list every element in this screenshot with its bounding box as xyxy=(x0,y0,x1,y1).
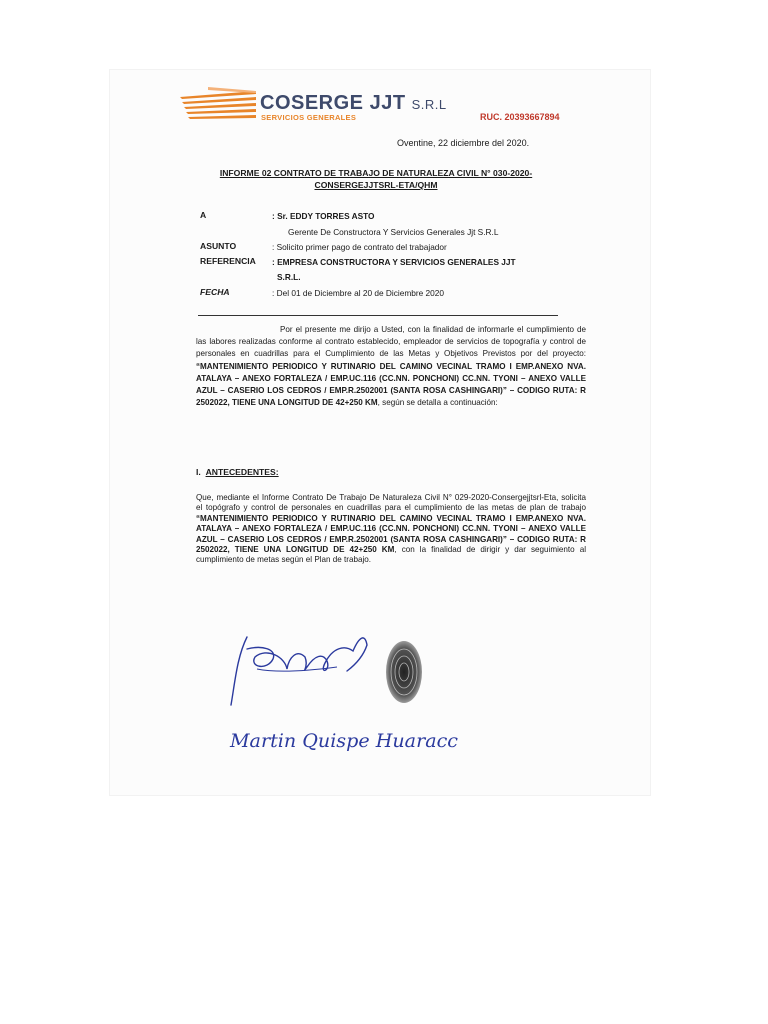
field-a-subtitle: Gerente De Constructora Y Servicios Generales Jjt S.R.L xyxy=(288,227,499,237)
section-title: ANTECEDENTES: xyxy=(205,467,279,477)
field-asunto-label: ASUNTO xyxy=(200,241,237,251)
company-name xyxy=(260,92,447,115)
field-referencia-value-cont: S.R.L. xyxy=(277,272,301,282)
intro-text: Por el presente me dirijo a Usted, con la finalidad de informarle el cumplimiento de las labores realizadas conforme al contrato establecido, empleador de servicios de topografía y control de personales en cuadrillas para el Cumplimiento de las Metas y Objetivos Previstos por del proyecto: xyxy=(196,325,586,359)
separator-line xyxy=(198,315,558,316)
antecedentes-paragraph xyxy=(196,493,586,566)
field-a-value: : Sr. EDDY TORRES ASTO xyxy=(272,211,375,221)
project-name-bold: “MANTENIMIENTO PERIODICO Y RUTINARIO DEL CAMINO VECINAL TRAMO I EMP.ANEXO NVA. ATALAYA – ANEXO FORTALEZA / EMP.UC.116 (CC.NN. PONCHONI) CC.NN. TYONI – ANEXO VALLE AZUL – CASERIO LOS CEDROS / EMP.R.2502001 (SANTA ROSA CASHINGARI)” – CODIGO RUTA: R 2502022, TIENE UNA LONGITUD DE 42+250 KM xyxy=(196,361,586,408)
field-referencia-label: REFERENCIA xyxy=(200,256,256,266)
handwritten-name-signature xyxy=(228,723,468,757)
field-fecha-label: FECHA xyxy=(200,287,230,297)
company-suffix: S.R.L xyxy=(411,97,447,112)
company-tagline: SERVICIOS GENERALES xyxy=(261,113,357,122)
signature-image xyxy=(227,627,377,707)
antecedentes-tail: , con la finalidad de dirigir y dar seguimiento al cumplimiento de metas según el Plan de trabajo. xyxy=(196,545,586,565)
document-page xyxy=(110,70,650,795)
antecedentes-text: Que, mediante el Informe Contrato De Trabajo De Naturaleza Civil N° 029-2020-Consergejjtsrl-Eta, solicita el topógrafo y control de personales en cuadrillas para el cumplimiento de las metas de plan de trabajo xyxy=(196,493,586,513)
field-a-label: A xyxy=(200,210,207,220)
handwritten-name-text: Martin Quispe Huaracc xyxy=(228,730,459,752)
section-number: I. xyxy=(196,467,201,477)
intro-tail: , según se detalla a continuación: xyxy=(377,398,498,408)
company-logo-icon xyxy=(178,85,258,123)
company-name-text: COSERGE JJT xyxy=(260,92,406,114)
intro-paragraph xyxy=(196,324,586,409)
document-title: INFORME 02 CONTRATO DE TRABAJO DE NATURALEZA CIVIL N° 030-2020-CONSERGEJJTSRL-ETA/QHM xyxy=(219,168,533,190)
antecedentes-project-bold: “MANTENIMIENTO PERIODICO Y RUTINARIO DEL CAMINO VECINAL TRAMO I EMP.ANEXO NVA. ATALAYA – ANEXO FORTALEZA / EMP.UC.116 (CC.NN. PONCHONI) CC.NN. TYONI – ANEXO VALLE AZUL – CASERIO LOS CEDROS / EMP.R.2502001 (SANTA ROSA CASHINGARI)” – CODIGO RUTA: R 2502022, TIENE UNA LONGITUD DE 42+250 KM xyxy=(196,513,586,555)
fingerprint-icon xyxy=(383,638,425,706)
ruc-number: RUC. 20393667894 xyxy=(480,112,560,122)
section-heading xyxy=(196,467,279,477)
field-fecha-value: : Del 01 de Diciembre al 20 de Diciembre 2020 xyxy=(272,288,445,298)
field-referencia-value: : EMPRESA CONSTRUCTORA Y SERVICIOS GENERALES JJT xyxy=(272,257,516,267)
date-line: Oventine, 22 diciembre del 2020. xyxy=(397,138,530,148)
field-asunto-value: : Solicito primer pago de contrato del trabajador xyxy=(272,242,447,252)
